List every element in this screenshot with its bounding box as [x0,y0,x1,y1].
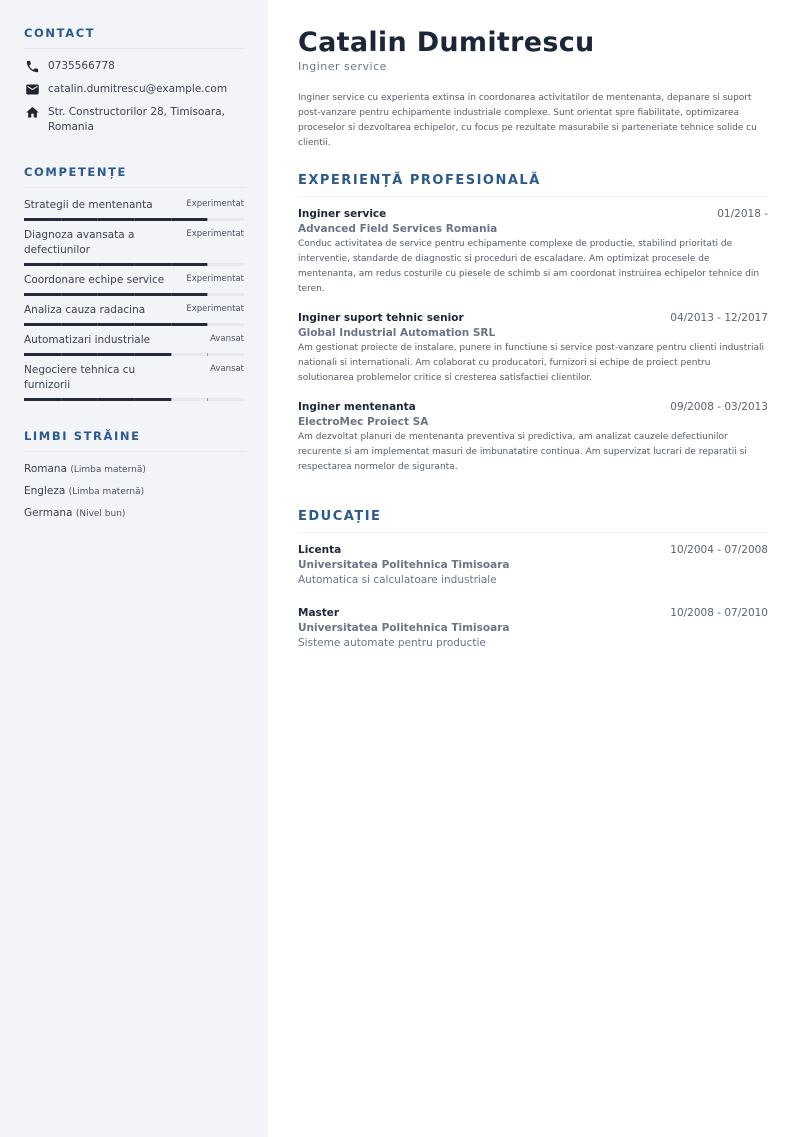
language-level: (Nivel bun) [75,509,126,519]
company-name: Global Industrial Automation SRL [298,327,496,339]
languages-section [24,429,244,522]
skill-bar-divider [171,263,172,266]
languages-heading: LIMBI STRĂINE [24,429,244,452]
skill-bar-divider [171,398,172,401]
skill-level-bar [24,293,244,296]
skill-bar-divider [207,353,208,356]
skill-name: Strategii de mentenanta [24,199,153,211]
language-item [24,484,244,500]
entry-header [298,207,768,222]
skill-bar-divider [134,263,135,266]
skill-level: Avansat [210,334,244,344]
experience-list [298,207,768,475]
skill-item [24,198,244,221]
skill-bar-divider [97,263,98,266]
skill-level-fill [24,293,207,296]
contact-email [24,82,244,97]
skill-bar-divider [61,218,62,221]
skill-row [24,333,244,348]
skill-level: Experimentat [186,199,244,209]
skill-bar-divider [207,263,208,266]
skills-heading: COMPETENȚE [24,165,244,188]
education-entry [298,606,768,651]
job-title: Inginer service [298,208,387,220]
skill-row [24,198,244,213]
language-level: (Limba maternă) [70,465,146,475]
degree: Licenta [298,544,342,556]
skill-level: Experimentat [186,274,244,284]
language-item [24,462,244,478]
contact-email-text[interactable]: catalin.dumitrescu@example.com [48,83,228,95]
skills-section [24,165,244,401]
contact-address-text: Str. Constructorilor 28, Timisoara, Romania [48,106,225,133]
skill-bar-divider [134,398,135,401]
skill-bar-divider [134,353,135,356]
contact-address [24,105,244,135]
entry-header [298,400,768,415]
skill-level-bar [24,263,244,266]
skill-row [24,228,244,258]
skill-name: Coordonare echipe service [24,274,165,286]
skill-bar-divider [97,353,98,356]
main-content [298,26,768,669]
education-heading: EDUCAȚIE [298,509,768,533]
skill-item [24,273,244,296]
sidebar [0,0,268,1137]
skill-level-fill [24,323,207,326]
language-name: Germana [24,507,73,519]
contact-phone [24,59,244,74]
company-name: Advanced Field Services Romania [298,223,498,235]
profile-summary: Inginer service cu experienta extinsa in coordonarea activitatilor de mentenanta, depanare si suport post-vanzare pentru echipamente industriale complexe. Sunt orientat spre fiabilitate, optimizarea proceselor si dezvoltarea echipelor, cu focus pe rezultate masurabile si parteneriate tehnice solide cu clientii. [298,93,757,148]
skill-bar-divider [134,293,135,296]
job-description: Am gestionat proiecte de instalare, punere in functiune si service post-vanzare pentru clienti industriali nationali si internationali. Am colaborat cu producatori, furnizori si echipe de proiect pentru solutionarea problemelor critice si cresterea satisfactiei clientilor. [298,343,764,383]
skill-bar-divider [207,218,208,221]
job-description: Am dezvoltat planuri de mentenanta preventiva si predictiva, am analizat cauzele defectiunilor recurente si am implementat masuri de imbunatatire continua. Am supervizat lucrari de reparatii si respectarea normelor de siguranta. [298,432,747,472]
language-item [24,506,244,522]
skill-bar-divider [61,353,62,356]
job-dates: 01/2018 - [717,208,768,220]
skill-name: Negociere tehnica cu furnizorii [24,364,136,391]
skill-level-bar [24,353,244,356]
experience-heading: EXPERIENȚĂ PROFESIONALĂ [298,173,768,197]
job-description: Conduc activitatea de service pentru echipamente complexe de productie, stabilind prioritati de interventie, standarde de diagnostic si proceduri de escaladare. Am optimizat procesele de mentenanta, am redus costurile cu piesele de schimb si am coordonat instruirea echipelor tehnice din teren. [298,239,760,294]
skill-bar-divider [61,398,62,401]
experience-section [298,173,768,475]
skill-row [24,273,244,288]
skill-bar-divider [61,293,62,296]
phone-icon [24,59,40,74]
skill-bar-divider [134,218,135,221]
skill-bar-divider [207,293,208,296]
language-name: Engleza [24,485,66,497]
skill-bar-divider [171,293,172,296]
skill-bar-divider [97,398,98,401]
experience-entry [298,207,768,297]
skill-bar-divider [97,293,98,296]
skill-item [24,363,244,401]
experience-entry [298,400,768,475]
skill-row [24,363,244,393]
field-of-study: Automatica si calculatoare industriale [298,574,497,586]
job-title: Inginer mentenanta [298,401,416,413]
skill-bar-divider [61,263,62,266]
skill-name: Analiza cauza radacina [24,304,146,316]
job-dates: 09/2008 - 03/2013 [670,401,768,413]
candidate-title: Inginer service [298,60,387,73]
resume-header [298,26,768,151]
job-title: Inginer suport tehnic senior [298,312,464,324]
skill-bar-divider [207,398,208,401]
skill-level-fill [24,263,207,266]
skills-list [24,198,244,401]
skill-bar-divider [97,323,98,326]
skill-bar-divider [171,218,172,221]
education-entry [298,543,768,588]
skill-level: Avansat [210,364,244,374]
skill-name: Diagnoza avansata a defectiunilor [24,229,135,256]
education-section [298,509,768,651]
skill-level: Experimentat [186,229,244,239]
skill-item [24,333,244,356]
skill-level-fill [24,218,207,221]
skill-bar-divider [207,323,208,326]
skill-bar-divider [97,218,98,221]
contact-list [24,59,244,135]
skill-level-bar [24,398,244,401]
skill-bar-divider [171,323,172,326]
entry-header [298,606,768,621]
languages-list [24,462,244,522]
education-dates: 10/2004 - 07/2008 [670,544,768,556]
skill-name: Automatizari industriale [24,334,151,346]
experience-entry [298,311,768,386]
education-dates: 10/2008 - 07/2010 [670,607,768,619]
skill-level-bar [24,323,244,326]
language-name: Romana [24,463,67,475]
language-level: (Limba maternă) [68,487,145,497]
entry-header [298,543,768,558]
skill-bar-divider [61,323,62,326]
field-of-study: Sisteme automate pentru productie [298,637,486,649]
skill-level-bar [24,218,244,221]
skill-bar-divider [171,353,172,356]
degree: Master [298,607,340,619]
education-list [298,543,768,651]
contact-phone-text[interactable]: 0735566778 [48,60,115,72]
skill-item [24,303,244,326]
job-dates: 04/2013 - 12/2017 [670,312,768,324]
skill-row [24,303,244,318]
contact-heading: CONTACT [24,26,244,49]
mail-icon [24,82,40,97]
skill-item [24,228,244,266]
skill-level: Experimentat [186,304,244,314]
school-name: Universitatea Politehnica Timisoara [298,622,510,634]
skill-bar-divider [134,323,135,326]
company-name: ElectroMec Proiect SA [298,416,429,428]
contact-section [24,26,244,135]
school-name: Universitatea Politehnica Timisoara [298,559,510,571]
candidate-name: Catalin Dumitrescu [298,27,595,58]
entry-header [298,311,768,326]
home-icon [24,105,40,120]
